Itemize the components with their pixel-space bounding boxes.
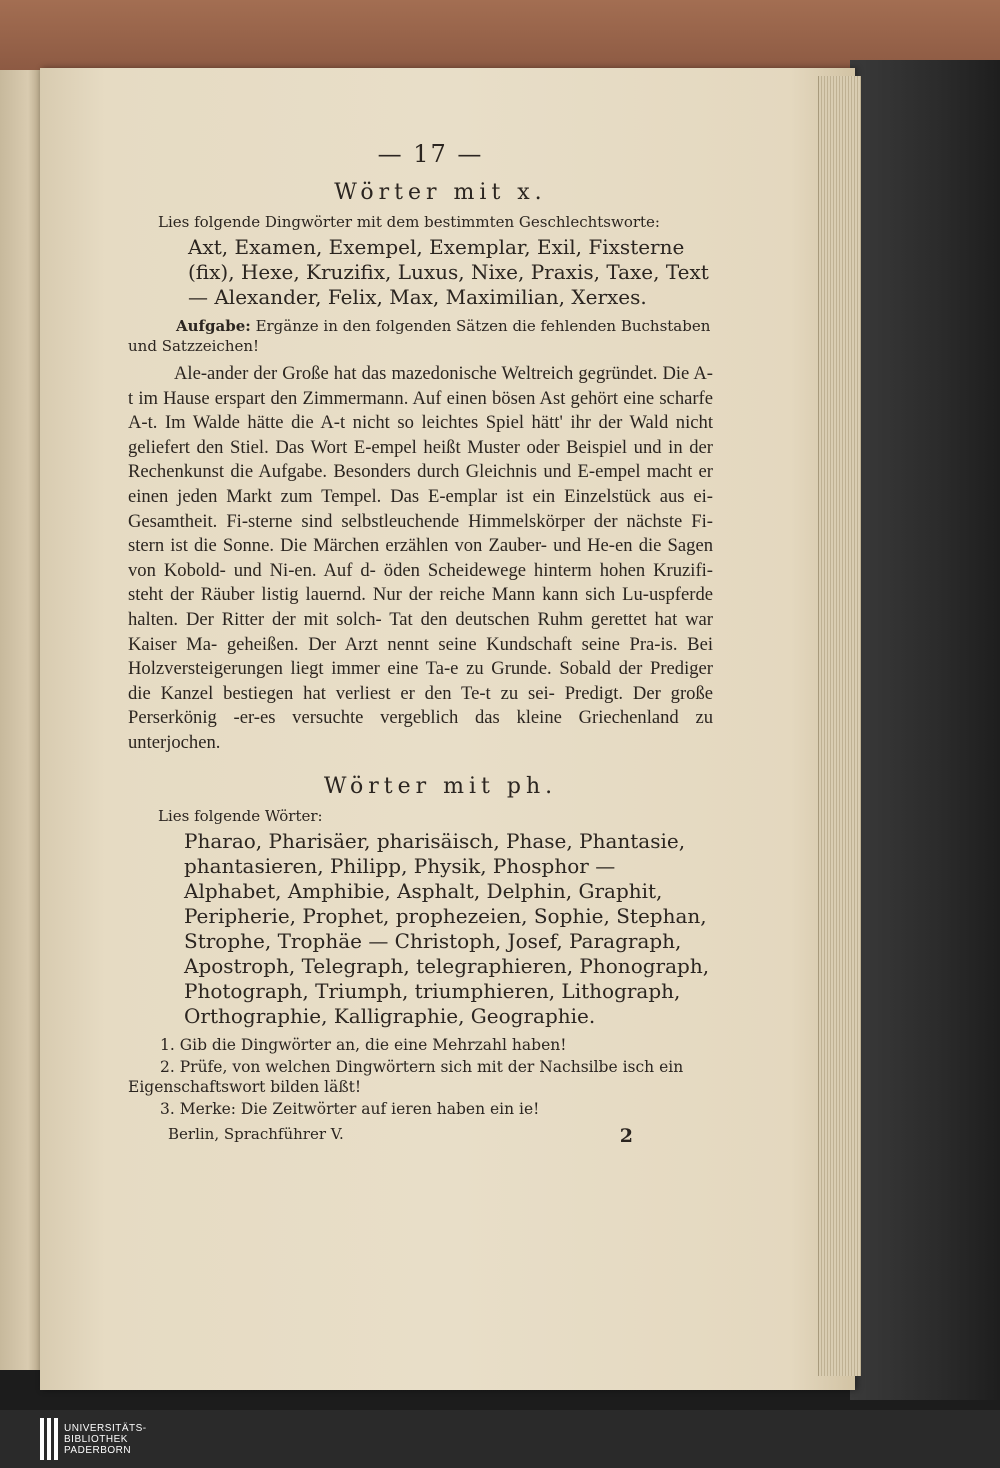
page-footer xyxy=(128,1125,713,1147)
exercise-text: Ale-ander der Große hat das mazedonische Weltreich gegründet. Die A-t im Hause erspart den Zimmermann. Auf einen bösen Ast gehört eine scharfe A-t. Im Walde hätte die A-t nicht so leichtes Spiel hätt' ihr der Wald nicht geliefert den Stiel. Das Wort E-empel heißt Muster oder Beispiel und in der Rechenkunst die Aufgabe. Besonders durch Gleichnis und E-empel macht er einen jeden Markt zum Tempel. Das E-emplar ist ein Einzelstück aus ei- Gesamtheit. Fi-sterne sind selbstleuchende Himmelskörper der nächste Fi-stern ist die Sonne. Die Märchen erzählen von Zauber- und He-en die Sagen von Kobold- und Ni-en. Auf d- öden Scheidewege hinterm hohen Kruzifi- steht der Räuber listig lauernd. Nur der reiche Mann kann sich Lu-uspferde halten. Der Ritter der mit solch- Tat den deutschen Ruhm gerettet hat war Kaiser Ma- geheißen. Der Arzt nennt seine Kundschaft seine Pra-is. Bei Holzversteigerungen liegt immer eine Ta-e zu Grunde. Sobald der Prediger die Kanzel bestiegen hat verliest er den Te-t zu sei- Predigt. Der große Perserkönig -er-es versuchte vergeblich das kleine Griechenland zu unterjochen. xyxy=(128,363,713,753)
list-item: 2. Prüfe, von welchen Dingwörtern sich mit der Nachsilbe isch ein Eigenschaftswort bilden läßt! xyxy=(128,1057,684,1096)
list-item: 3. Merke: Die Zeitwörter auf ieren haben ein ie! xyxy=(160,1099,540,1118)
word-list-x: Axt, Examen, Exempel, Exemplar, Exil, Fixsterne (fix), Hexe, Kruzifix, Luxus, Nixe, Praxis, Taxe, Text — Alexander, Felix, Max, Maximilian, Xerxes. xyxy=(188,235,709,309)
instruction-ph: Lies folgende Wörter: xyxy=(158,806,323,825)
logo-bars-icon xyxy=(40,1418,58,1460)
instruction-x: Lies folgende Dingwörter mit dem bestimmten Geschlechtsworte: xyxy=(158,213,660,231)
page-edges xyxy=(818,76,861,1376)
section-heading-x: Wörter mit x. xyxy=(334,180,547,205)
list-item: 1. Gib die Dingwörter an, die eine Mehrzahl haben! xyxy=(160,1035,567,1054)
task-label: Aufgabe: xyxy=(176,317,251,335)
left-page-edge xyxy=(0,70,42,1370)
imprint: Berlin, Sprachführer V. xyxy=(168,1124,344,1143)
page-number: — 17 — xyxy=(377,140,484,168)
logo-text: UNIVERSITÄTS- BIBLIOTHEK PADERBORN xyxy=(64,1422,147,1456)
page-content xyxy=(128,140,713,1147)
library-logo xyxy=(40,1418,147,1460)
task-list xyxy=(128,1035,713,1119)
section-heading-ph: Wörter mit ph. xyxy=(323,773,558,799)
book-cover xyxy=(850,60,1000,1400)
word-list-ph: Pharao, Pharisäer, pharisäisch, Phase, Phantasie, phantasieren, Philipp, Physik, Phosphor — Alphabet, Amphibie, Asphalt, Delphin, Graphit, Peripherie, Prophet, prophezeien, Sophie, Stephan, Strophe, Trophäe — Christoph, Josef, Paragraph, Apostroph, Telegraph, telegraphieren, Phonograph, Photograph, Triumph, triumphieren, Lithograph, Orthographie, Kalligraphie, Geographie. xyxy=(184,828,710,1028)
task xyxy=(128,316,713,356)
task-text: Ergänze in den folgenden Sätzen die fehlenden Buchstaben und Satzzeichen! xyxy=(128,317,711,355)
signature-mark: 2 xyxy=(619,1124,633,1147)
